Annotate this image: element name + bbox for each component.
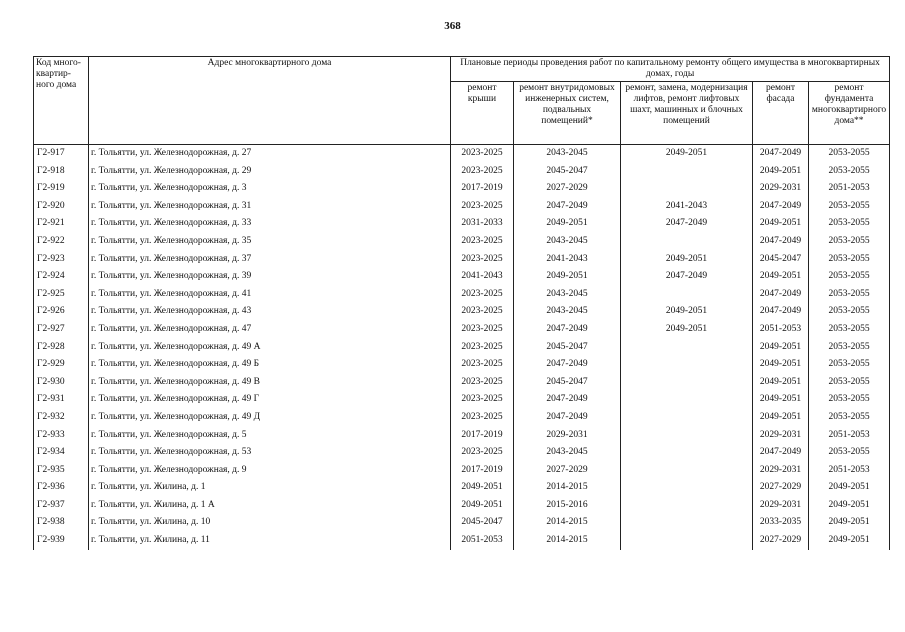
table-header (34, 57, 890, 145)
cell-lifts: 2049-2051 (621, 303, 753, 321)
cell-lifts: 2041-2043 (621, 198, 753, 216)
cell-address: г. Тольятти, ул. Железнодорожная, д. 47 (89, 321, 451, 339)
cell-systems: 2014-2015 (514, 479, 621, 497)
table-row (34, 268, 890, 286)
cell-code: Г2-918 (34, 163, 89, 181)
cell-roof: 2023-2025 (451, 391, 514, 409)
cell-foundation: 2053-2055 (809, 286, 890, 304)
header-foundation: ремонт фундамента многоквартирного дома** (809, 82, 890, 145)
cell-roof: 2023-2025 (451, 444, 514, 462)
cell-foundation: 2051-2053 (809, 462, 890, 480)
cell-code: Г2-917 (34, 145, 89, 163)
cell-roof: 2023-2025 (451, 356, 514, 374)
cell-foundation: 2049-2051 (809, 479, 890, 497)
header-roof: ремонт крыши (451, 82, 514, 145)
cell-roof: 2023-2025 (451, 163, 514, 181)
cell-address: г. Тольятти, ул. Железнодорожная, д. 41 (89, 286, 451, 304)
cell-facade: 2029-2031 (753, 462, 809, 480)
cell-systems: 2045-2047 (514, 374, 621, 392)
cell-facade: 2049-2051 (753, 339, 809, 357)
cell-facade: 2049-2051 (753, 215, 809, 233)
cell-foundation: 2053-2055 (809, 145, 890, 163)
cell-address: г. Тольятти, ул. Железнодорожная, д. 35 (89, 233, 451, 251)
cell-lifts (621, 409, 753, 427)
cell-address: г. Тольятти, ул. Железнодорожная, д. 37 (89, 251, 451, 269)
cell-lifts (621, 532, 753, 550)
cell-facade: 2027-2029 (753, 479, 809, 497)
cell-foundation: 2053-2055 (809, 339, 890, 357)
cell-address: г. Тольятти, ул. Железнодорожная, д. 49 В (89, 374, 451, 392)
cell-code: Г2-935 (34, 462, 89, 480)
cell-facade: 2029-2031 (753, 180, 809, 198)
cell-roof: 2017-2019 (451, 427, 514, 445)
cell-systems: 2047-2049 (514, 391, 621, 409)
cell-code: Г2-930 (34, 374, 89, 392)
cell-lifts: 2049-2051 (621, 321, 753, 339)
table-row (34, 462, 890, 480)
cell-roof: 2017-2019 (451, 462, 514, 480)
table-body (34, 145, 890, 550)
cell-facade: 2051-2053 (753, 321, 809, 339)
cell-systems: 2047-2049 (514, 409, 621, 427)
cell-lifts (621, 286, 753, 304)
cell-systems: 2045-2047 (514, 339, 621, 357)
cell-systems: 2047-2049 (514, 198, 621, 216)
cell-roof: 2023-2025 (451, 339, 514, 357)
table-row (34, 215, 890, 233)
cell-roof: 2031-2033 (451, 215, 514, 233)
cell-roof: 2041-2043 (451, 268, 514, 286)
cell-address: г. Тольятти, ул. Железнодорожная, д. 49 А (89, 339, 451, 357)
header-address: Адрес многоквартирного дома (89, 57, 451, 145)
cell-code: Г2-939 (34, 532, 89, 550)
cell-code: Г2-920 (34, 198, 89, 216)
cell-facade: 2049-2051 (753, 374, 809, 392)
cell-facade: 2027-2029 (753, 532, 809, 550)
cell-roof: 2045-2047 (451, 514, 514, 532)
cell-address: г. Тольятти, ул. Железнодорожная, д. 31 (89, 198, 451, 216)
cell-facade: 2047-2049 (753, 198, 809, 216)
cell-systems: 2049-2051 (514, 215, 621, 233)
cell-roof: 2051-2053 (451, 532, 514, 550)
cell-foundation: 2053-2055 (809, 321, 890, 339)
cell-code: Г2-936 (34, 479, 89, 497)
cell-address: г. Тольятти, ул. Жилина, д. 1 А (89, 497, 451, 515)
cell-systems: 2043-2045 (514, 233, 621, 251)
table-row (34, 163, 890, 181)
cell-systems: 2049-2051 (514, 268, 621, 286)
table-row (34, 444, 890, 462)
cell-facade: 2047-2049 (753, 444, 809, 462)
cell-facade: 2047-2049 (753, 233, 809, 251)
cell-facade: 2049-2051 (753, 163, 809, 181)
cell-lifts: 2047-2049 (621, 215, 753, 233)
cell-foundation: 2053-2055 (809, 251, 890, 269)
cell-foundation: 2053-2055 (809, 215, 890, 233)
cell-roof: 2023-2025 (451, 286, 514, 304)
header-lifts: ремонт, замена, модернизация лифтов, ремонт лифтовых шахт, машинных и блочных помещений (621, 82, 753, 145)
table-row (34, 303, 890, 321)
cell-code: Г2-925 (34, 286, 89, 304)
cell-systems: 2027-2029 (514, 180, 621, 198)
cell-code: Г2-933 (34, 427, 89, 445)
cell-lifts (621, 462, 753, 480)
cell-systems: 2043-2045 (514, 303, 621, 321)
cell-systems: 2047-2049 (514, 356, 621, 374)
cell-roof: 2017-2019 (451, 180, 514, 198)
cell-lifts (621, 391, 753, 409)
cell-foundation: 2053-2055 (809, 303, 890, 321)
cell-address: г. Тольятти, ул. Железнодорожная, д. 27 (89, 145, 451, 163)
cell-systems: 2043-2045 (514, 286, 621, 304)
table-row (34, 251, 890, 269)
cell-address: г. Тольятти, ул. Жилина, д. 10 (89, 514, 451, 532)
table-row (34, 409, 890, 427)
cell-code: Г2-926 (34, 303, 89, 321)
cell-foundation: 2053-2055 (809, 391, 890, 409)
cell-systems: 2014-2015 (514, 532, 621, 550)
cell-roof: 2049-2051 (451, 479, 514, 497)
table-row (34, 321, 890, 339)
page-number: 368 (444, 20, 461, 32)
header-periods: Плановые периоды проведения работ по капитальному ремонту общего имущества в многоквартирных домах, годы (451, 57, 890, 82)
table-row (34, 497, 890, 515)
cell-facade: 2049-2051 (753, 356, 809, 374)
cell-systems: 2027-2029 (514, 462, 621, 480)
cell-code: Г2-927 (34, 321, 89, 339)
cell-code: Г2-938 (34, 514, 89, 532)
cell-code: Г2-924 (34, 268, 89, 286)
capital-repair-table (33, 56, 890, 550)
cell-address: г. Тольятти, ул. Железнодорожная, д. 29 (89, 163, 451, 181)
table-row (34, 198, 890, 216)
table-row (34, 427, 890, 445)
header-facade: ремонт фасада (753, 82, 809, 145)
cell-lifts (621, 339, 753, 357)
cell-foundation: 2051-2053 (809, 427, 890, 445)
cell-systems: 2047-2049 (514, 321, 621, 339)
cell-facade: 2029-2031 (753, 497, 809, 515)
cell-roof: 2023-2025 (451, 233, 514, 251)
table-row (34, 180, 890, 198)
cell-address: г. Тольятти, ул. Железнодорожная, д. 9 (89, 462, 451, 480)
table-row (34, 514, 890, 532)
cell-roof: 2023-2025 (451, 251, 514, 269)
cell-lifts (621, 479, 753, 497)
cell-address: г. Тольятти, ул. Жилина, д. 11 (89, 532, 451, 550)
cell-address: г. Тольятти, ул. Железнодорожная, д. 49 Д (89, 409, 451, 427)
cell-roof: 2023-2025 (451, 303, 514, 321)
cell-address: г. Тольятти, ул. Железнодорожная, д. 33 (89, 215, 451, 233)
cell-lifts: 2047-2049 (621, 268, 753, 286)
cell-foundation: 2053-2055 (809, 233, 890, 251)
cell-roof: 2023-2025 (451, 321, 514, 339)
cell-foundation: 2053-2055 (809, 444, 890, 462)
cell-address: г. Тольятти, ул. Железнодорожная, д. 49 Г (89, 391, 451, 409)
cell-lifts (621, 514, 753, 532)
table-row (34, 356, 890, 374)
cell-lifts (621, 427, 753, 445)
cell-lifts (621, 444, 753, 462)
table-row (34, 286, 890, 304)
cell-code: Г2-921 (34, 215, 89, 233)
cell-code: Г2-931 (34, 391, 89, 409)
cell-systems: 2015-2016 (514, 497, 621, 515)
cell-code: Г2-929 (34, 356, 89, 374)
cell-lifts (621, 163, 753, 181)
cell-lifts: 2049-2051 (621, 145, 753, 163)
cell-code: Г2-934 (34, 444, 89, 462)
cell-lifts (621, 356, 753, 374)
cell-code: Г2-923 (34, 251, 89, 269)
cell-roof: 2049-2051 (451, 497, 514, 515)
cell-foundation: 2053-2055 (809, 356, 890, 374)
cell-systems: 2043-2045 (514, 444, 621, 462)
cell-code: Г2-937 (34, 497, 89, 515)
cell-systems: 2041-2043 (514, 251, 621, 269)
header-code: Код много-квартир-ного дома (34, 57, 89, 145)
cell-foundation: 2049-2051 (809, 497, 890, 515)
cell-systems: 2029-2031 (514, 427, 621, 445)
table-row (34, 339, 890, 357)
cell-facade: 2049-2051 (753, 391, 809, 409)
cell-address: г. Тольятти, ул. Железнодорожная, д. 43 (89, 303, 451, 321)
cell-facade: 2045-2047 (753, 251, 809, 269)
table-row (34, 374, 890, 392)
cell-foundation: 2053-2055 (809, 198, 890, 216)
cell-address: г. Тольятти, ул. Железнодорожная, д. 53 (89, 444, 451, 462)
cell-address: г. Тольятти, ул. Железнодорожная, д. 39 (89, 268, 451, 286)
cell-code: Г2-928 (34, 339, 89, 357)
cell-roof: 2023-2025 (451, 409, 514, 427)
cell-facade: 2029-2031 (753, 427, 809, 445)
cell-foundation: 2053-2055 (809, 409, 890, 427)
cell-facade: 2033-2035 (753, 514, 809, 532)
cell-roof: 2023-2025 (451, 198, 514, 216)
cell-facade: 2049-2051 (753, 268, 809, 286)
cell-roof: 2023-2025 (451, 145, 514, 163)
cell-address: г. Тольятти, ул. Железнодорожная, д. 5 (89, 427, 451, 445)
cell-foundation: 2049-2051 (809, 532, 890, 550)
table-row (34, 532, 890, 550)
table-row (34, 391, 890, 409)
table-row (34, 233, 890, 251)
cell-lifts (621, 374, 753, 392)
cell-foundation: 2053-2055 (809, 374, 890, 392)
table-row (34, 145, 890, 163)
table-row (34, 479, 890, 497)
cell-address: г. Тольятти, ул. Жилина, д. 1 (89, 479, 451, 497)
cell-lifts: 2049-2051 (621, 251, 753, 269)
cell-address: г. Тольятти, ул. Железнодорожная, д. 3 (89, 180, 451, 198)
cell-systems: 2045-2047 (514, 163, 621, 181)
cell-code: Г2-919 (34, 180, 89, 198)
cell-facade: 2047-2049 (753, 286, 809, 304)
cell-foundation: 2053-2055 (809, 268, 890, 286)
cell-systems: 2014-2015 (514, 514, 621, 532)
cell-lifts (621, 497, 753, 515)
cell-code: Г2-922 (34, 233, 89, 251)
cell-facade: 2047-2049 (753, 303, 809, 321)
cell-lifts (621, 233, 753, 251)
cell-systems: 2043-2045 (514, 145, 621, 163)
cell-lifts (621, 180, 753, 198)
header-systems: ремонт внутридомовых инженерных систем, подвальных помещений* (514, 82, 621, 145)
cell-code: Г2-932 (34, 409, 89, 427)
cell-roof: 2023-2025 (451, 374, 514, 392)
cell-facade: 2049-2051 (753, 409, 809, 427)
cell-address: г. Тольятти, ул. Железнодорожная, д. 49 Б (89, 356, 451, 374)
cell-foundation: 2053-2055 (809, 163, 890, 181)
cell-foundation: 2051-2053 (809, 180, 890, 198)
cell-foundation: 2049-2051 (809, 514, 890, 532)
cell-facade: 2047-2049 (753, 145, 809, 163)
